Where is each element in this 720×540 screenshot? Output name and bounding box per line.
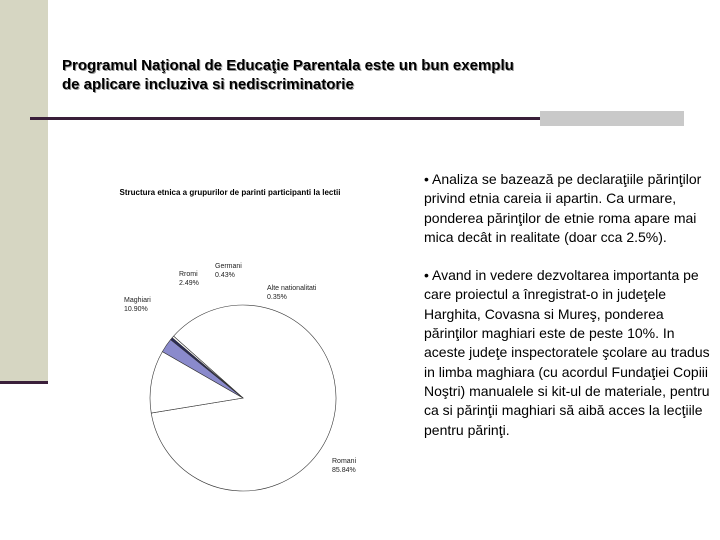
- title-line-1: Programul Naţional de Educaţie Parentala este un bun exemplu: [62, 57, 514, 74]
- pie-value-label-maghiari: 10.90%: [124, 306, 148, 313]
- title-underline: [30, 117, 540, 120]
- side-decor-bar: [0, 0, 48, 384]
- bullet-item-2: • Avand in vedere dezvoltarea importanta pe care proiectul a înregistrat-o in judeţele Harghita, Covasna si Mureş, ponderea părinţilor maghiari este de peste 10%. In aceste judeţe inspectoratele şcolare au tradus in limba maghiara (cu acordul Fundaţiei Copiii Noştri) manualele si kit-ul de materiale, pentru ca si părinţii maghiari să aibă acces la lecţiile pentru părinţi.: [424, 267, 710, 438]
- pie-value-label-rromi: 2.49%: [179, 280, 199, 287]
- pie-value-label-alte-nationalitati: 0.35%: [267, 294, 287, 301]
- pie-label-romani: Romani: [332, 458, 357, 465]
- slide-title: [62, 56, 662, 94]
- pie-label-alte-nationalitati: Alte nationalitati: [267, 285, 317, 292]
- pie-value-label-germani: 0.43%: [215, 272, 235, 279]
- pie-slices: [150, 305, 336, 491]
- pie-value-label-romani: 85.84%: [332, 467, 356, 474]
- pie-label-maghiari: Maghiari: [124, 297, 151, 304]
- pie-label-germani: Germani: [215, 263, 242, 270]
- title-line-2: de aplicare incluziva si nediscriminatorie: [62, 76, 354, 93]
- chart-title: Structura etnica a grupurilor de parinti participanti la lectii: [119, 188, 341, 197]
- pie-chart: [52, 180, 408, 492]
- side-decor-line: [0, 381, 48, 384]
- bullet-item-1: • Analiza se bazează pe declaraţiile părinţilor privind etnia careia ii apartin. Ca urmare, ponderea părinţilor de etnie roma apare mai mica decât in realitate (doar cca 2.5%).: [424, 171, 702, 245]
- pie-chart-panel: [52, 180, 408, 492]
- pie-label-rromi: Rromi: [179, 271, 198, 278]
- bullet-list: [424, 170, 710, 459]
- title-underline-accent: [540, 111, 684, 126]
